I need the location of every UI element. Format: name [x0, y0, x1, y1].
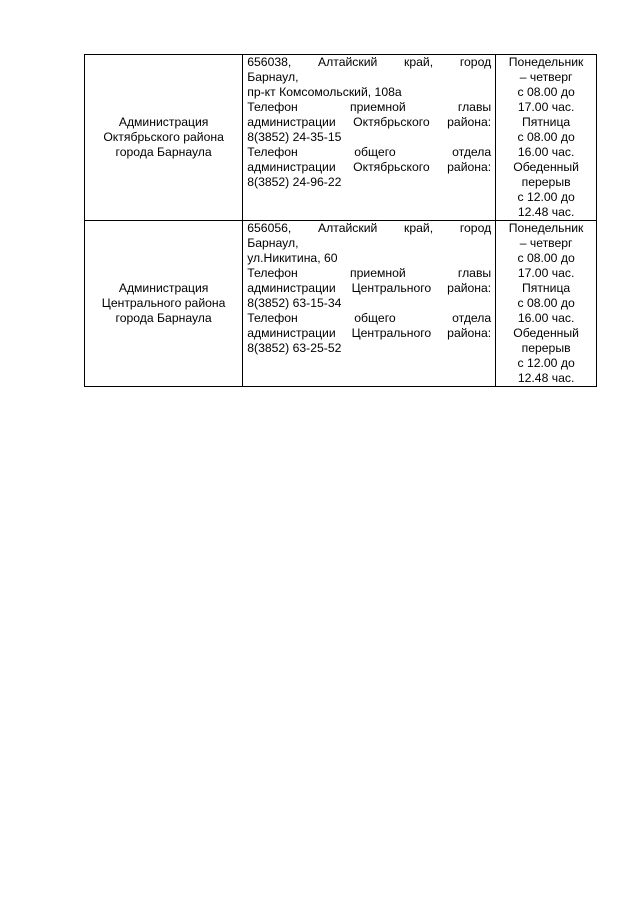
general-dept-phone-label: Телефон общего отдела: [247, 311, 492, 325]
hours-line: Обеденный: [513, 326, 579, 340]
administration-name-line: города Барнаула: [115, 145, 212, 159]
general-dept-phone-number: 8(3852) 24-96-22: [247, 175, 342, 189]
administration-name-line: города Барнаула: [115, 311, 212, 325]
hours-line: перерыв: [521, 341, 571, 355]
reception-phone-number: 8(3852) 63-15-34: [247, 296, 342, 310]
address-line: ул.Никитина, 60: [247, 251, 338, 265]
hours-line: – четверг: [519, 70, 573, 84]
hours-line: с 12.00 до: [517, 356, 575, 370]
hours-line: Понедельник: [508, 55, 584, 69]
hours-line: 16.00 час.: [517, 311, 575, 325]
general-dept-phone-label: администрации Октябрьского района:: [247, 160, 492, 174]
reception-phone-number: 8(3852) 24-35-15: [247, 130, 342, 144]
hours-line: с 08.00 до: [517, 296, 575, 310]
address-line: Барнаул,: [247, 236, 299, 250]
working-hours-cell: [496, 221, 597, 387]
hours-line: Пятница: [521, 115, 571, 129]
reception-phone-label: администрации Центрального района:: [247, 281, 492, 295]
address-line: 656038, Алтайский край, город: [247, 55, 492, 69]
contacts-cell: [243, 221, 496, 387]
hours-line: Обеденный: [513, 160, 579, 174]
reception-phone-label: Телефон приемной главы: [247, 100, 492, 114]
administration-name-line: Администрация: [118, 281, 209, 295]
hours-line: Пятница: [521, 281, 571, 295]
table-row: [85, 221, 597, 387]
address-line: пр-кт Комсомольский, 108а: [247, 85, 402, 99]
hours-line: 17.00 час.: [517, 266, 575, 280]
general-dept-phone-label: администрации Центрального района:: [247, 326, 492, 340]
hours-line: 12.48 час.: [517, 371, 575, 385]
hours-line: 12.48 час.: [517, 205, 575, 219]
administrations-table: [84, 54, 597, 387]
hours-line: 17.00 час.: [517, 100, 575, 114]
hours-line: Понедельник: [508, 221, 584, 235]
hours-line: 16.00 час.: [517, 145, 575, 159]
general-dept-phone-label: Телефон общего отдела: [247, 145, 492, 159]
table-row: [85, 55, 597, 221]
administration-name-line: Октябрьского района: [103, 130, 224, 144]
administration-name-line: Центрального района: [101, 296, 226, 310]
general-dept-phone-number: 8(3852) 63-25-52: [247, 341, 342, 355]
contacts-cell: [243, 55, 496, 221]
working-hours-cell: [496, 55, 597, 221]
hours-line: с 08.00 до: [517, 85, 575, 99]
administration-name-cell: [85, 55, 243, 221]
administration-name-line: Администрация: [118, 115, 209, 129]
address-line: 656056, Алтайский край, город: [247, 221, 492, 235]
hours-line: с 08.00 до: [517, 251, 575, 265]
reception-phone-label: администрации Октябрьского района:: [247, 115, 492, 129]
hours-line: с 12.00 до: [517, 190, 575, 204]
hours-line: – четверг: [519, 236, 573, 250]
hours-line: с 08.00 до: [517, 130, 575, 144]
hours-line: перерыв: [521, 175, 571, 189]
address-line: Барнаул,: [247, 70, 299, 84]
reception-phone-label: Телефон приемной главы: [247, 266, 492, 280]
administration-name-cell: [85, 221, 243, 387]
